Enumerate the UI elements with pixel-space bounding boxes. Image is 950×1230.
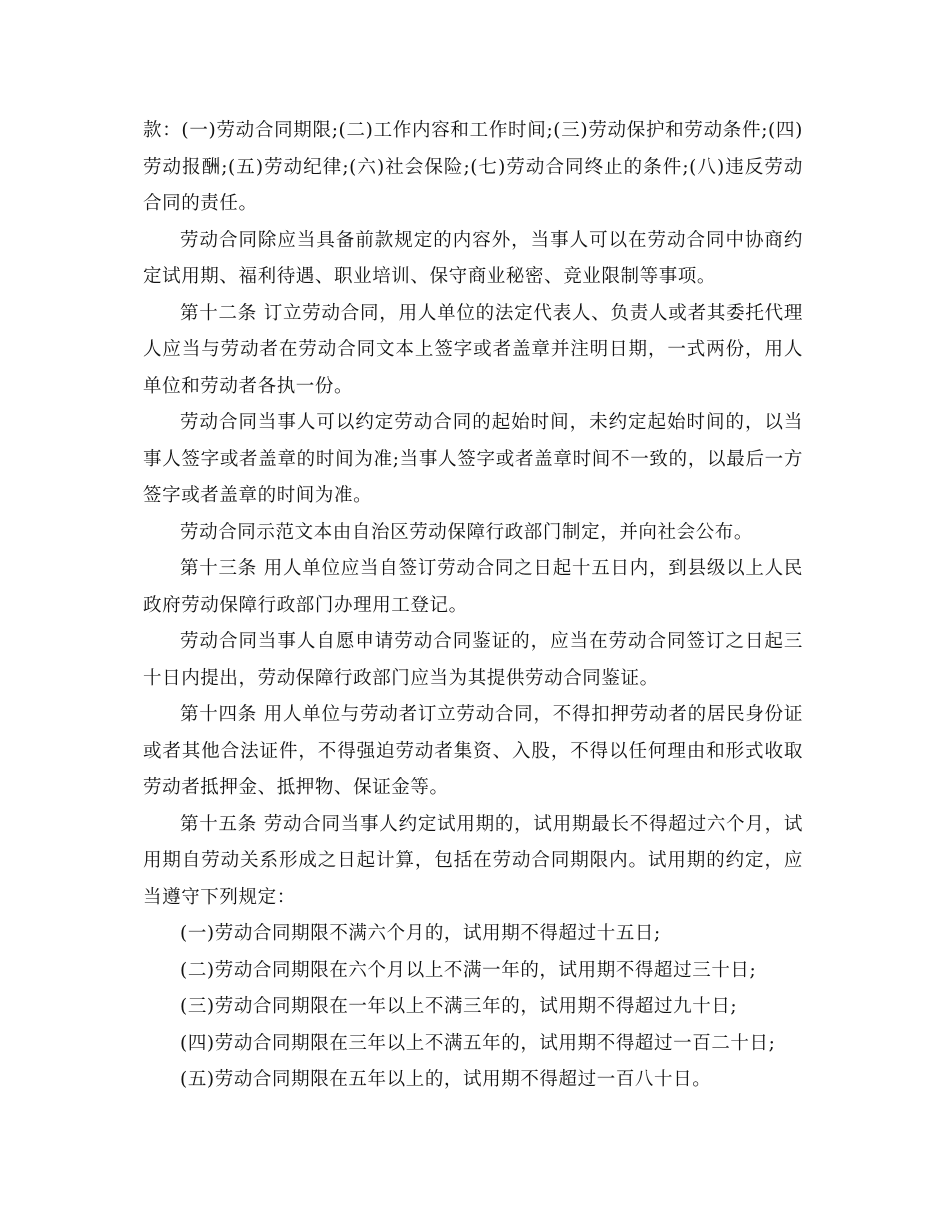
paragraph-optional-terms: 劳动合同除应当具备前款规定的内容外，当事人可以在劳动合同中协商约定试用期、福利待遇、职业培训、保守商业秘密、竞业限制等事项。 — [143, 229, 803, 287]
list-item-probation-5: (五)劳动合同期限在五年以上的，试用期不得超过一百八十日。 — [180, 1069, 712, 1090]
paragraph-model-text: 劳动合同示范文本由自治区劳动保障行政部门制定，并向社会公布。 — [180, 521, 754, 543]
list-item-probation-4: (四)劳动合同期限在三年以上不满五年的，试用期不得超过一百二十日; — [180, 1032, 776, 1054]
paragraph-article-13: 第十三条 用人单位应当自签订劳动合同之日起十五日内，到县级以上人民政府劳动保障行政部门办理用工登记。 — [143, 558, 803, 616]
paragraph-authentication: 劳动合同当事人自愿申请劳动合同鉴证的，应当在劳动合同签订之日起三十日内提出，劳动保障行政部门应当为其提供劳动合同鉴证。 — [143, 631, 803, 689]
paragraph-contract-clauses: 款：(一)劳动合同期限;(二)工作内容和工作时间;(三)劳动保护和劳动条件;(四)劳动报酬;(五)劳动纪律;(六)社会保险;(七)劳动合同终止的条件;(八)违反劳动合同的责任。 — [143, 120, 803, 214]
list-item-probation-2: (二)劳动合同期限在六个月以上不满一年的，试用期不得超过三十日; — [180, 959, 757, 981]
paragraph-article-15: 第十五条 劳动合同当事人约定试用期的，试用期最长不得超过六个月，试用期自劳动关系形成之日起计算，包括在劳动合同期限内。试用期的约定，应当遵守下列规定： — [143, 813, 803, 908]
document-body — [143, 113, 803, 1099]
paragraph-article-12: 第十二条 订立劳动合同，用人单位的法定代表人、负责人或者其委托代理人应当与劳动者在劳动合同文本上签字或者盖章并注明日期，一式两份，用人单位和劳动者各执一份。 — [143, 302, 803, 397]
paragraph-article-14: 第十四条 用人单位与劳动者订立劳动合同，不得扣押劳动者的居民身份证或者其他合法证件，不得强迫劳动者集资、入股，不得以任何理由和形式收取劳动者抵押金、抵押物、保证金等。 — [143, 704, 803, 798]
list-item-probation-1: (一)劳动合同期限不满六个月的，试用期不得超过十五日; — [180, 923, 661, 944]
paragraph-start-time: 劳动合同当事人可以约定劳动合同的起始时间，未约定起始时间的，以当事人签字或者盖章的时间为准;当事人签字或者盖章时间不一致的，以最后一方签字或者盖章的时间为准。 — [143, 412, 803, 506]
list-item-probation-3: (三)劳动合同期限在一年以上不满三年的，试用期不得超过九十日; — [180, 996, 738, 1017]
